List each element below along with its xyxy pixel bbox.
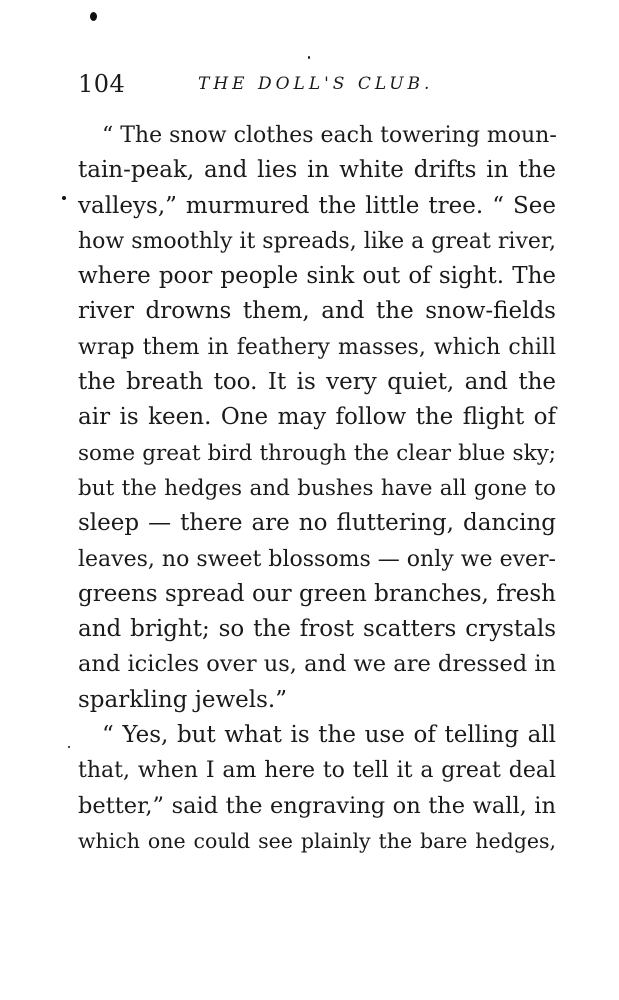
- text-line: wrap them in feathery masses, which chill: [78, 334, 556, 360]
- text-line: better,” said the engraving on the wall, in: [78, 792, 556, 819]
- page-number: 104: [78, 70, 126, 98]
- text-line: leaves, no sweet blossoms — only we ever-: [78, 546, 556, 572]
- text-line: sparkling jewels.”: [78, 686, 287, 713]
- text-line: the breath too. It is very quiet, and the: [78, 369, 556, 396]
- text-line: and icicles over us, and we are dressed in: [78, 651, 557, 678]
- body-text: [78, 118, 556, 859]
- text-line: “ Yes, but what is the use of telling all: [102, 722, 556, 749]
- text-line: and bright; so the frost scatters crystals: [78, 616, 556, 643]
- text-line: sleep — there are no fluttering, dancing: [78, 510, 556, 537]
- ink-speck: [62, 196, 66, 200]
- text-line: air is keen. One may follow the flight of: [78, 404, 556, 431]
- text-line: how smoothly it spreads, like a great river,: [78, 228, 556, 254]
- text-line: “ The snow clothes each towering moun-: [102, 123, 557, 148]
- text-line: which one could see plainly the bare hedges,: [78, 828, 556, 853]
- page-header: [78, 70, 558, 106]
- running-head: THE DOLL'S CLUB.: [198, 74, 434, 94]
- text-line: valleys,” murmured the little tree. “ See: [78, 192, 556, 219]
- ink-speck: [90, 12, 97, 21]
- text-line: greens spread our green branches, fresh: [78, 580, 556, 607]
- text-line: but the hedges and bushes have all gone to: [78, 475, 556, 501]
- text-line: river drowns them, and the snow-fields: [78, 298, 556, 325]
- ink-speck: [68, 746, 70, 748]
- ink-speck: [308, 56, 310, 59]
- text-line: that, when I am here to tell it a great deal: [78, 758, 556, 784]
- text-line: tain-peak, and lies in white drifts in the: [78, 157, 556, 184]
- text-line: where poor people sink out of sight. The: [78, 263, 556, 290]
- text-line: some great bird through the clear blue sky;: [78, 440, 556, 466]
